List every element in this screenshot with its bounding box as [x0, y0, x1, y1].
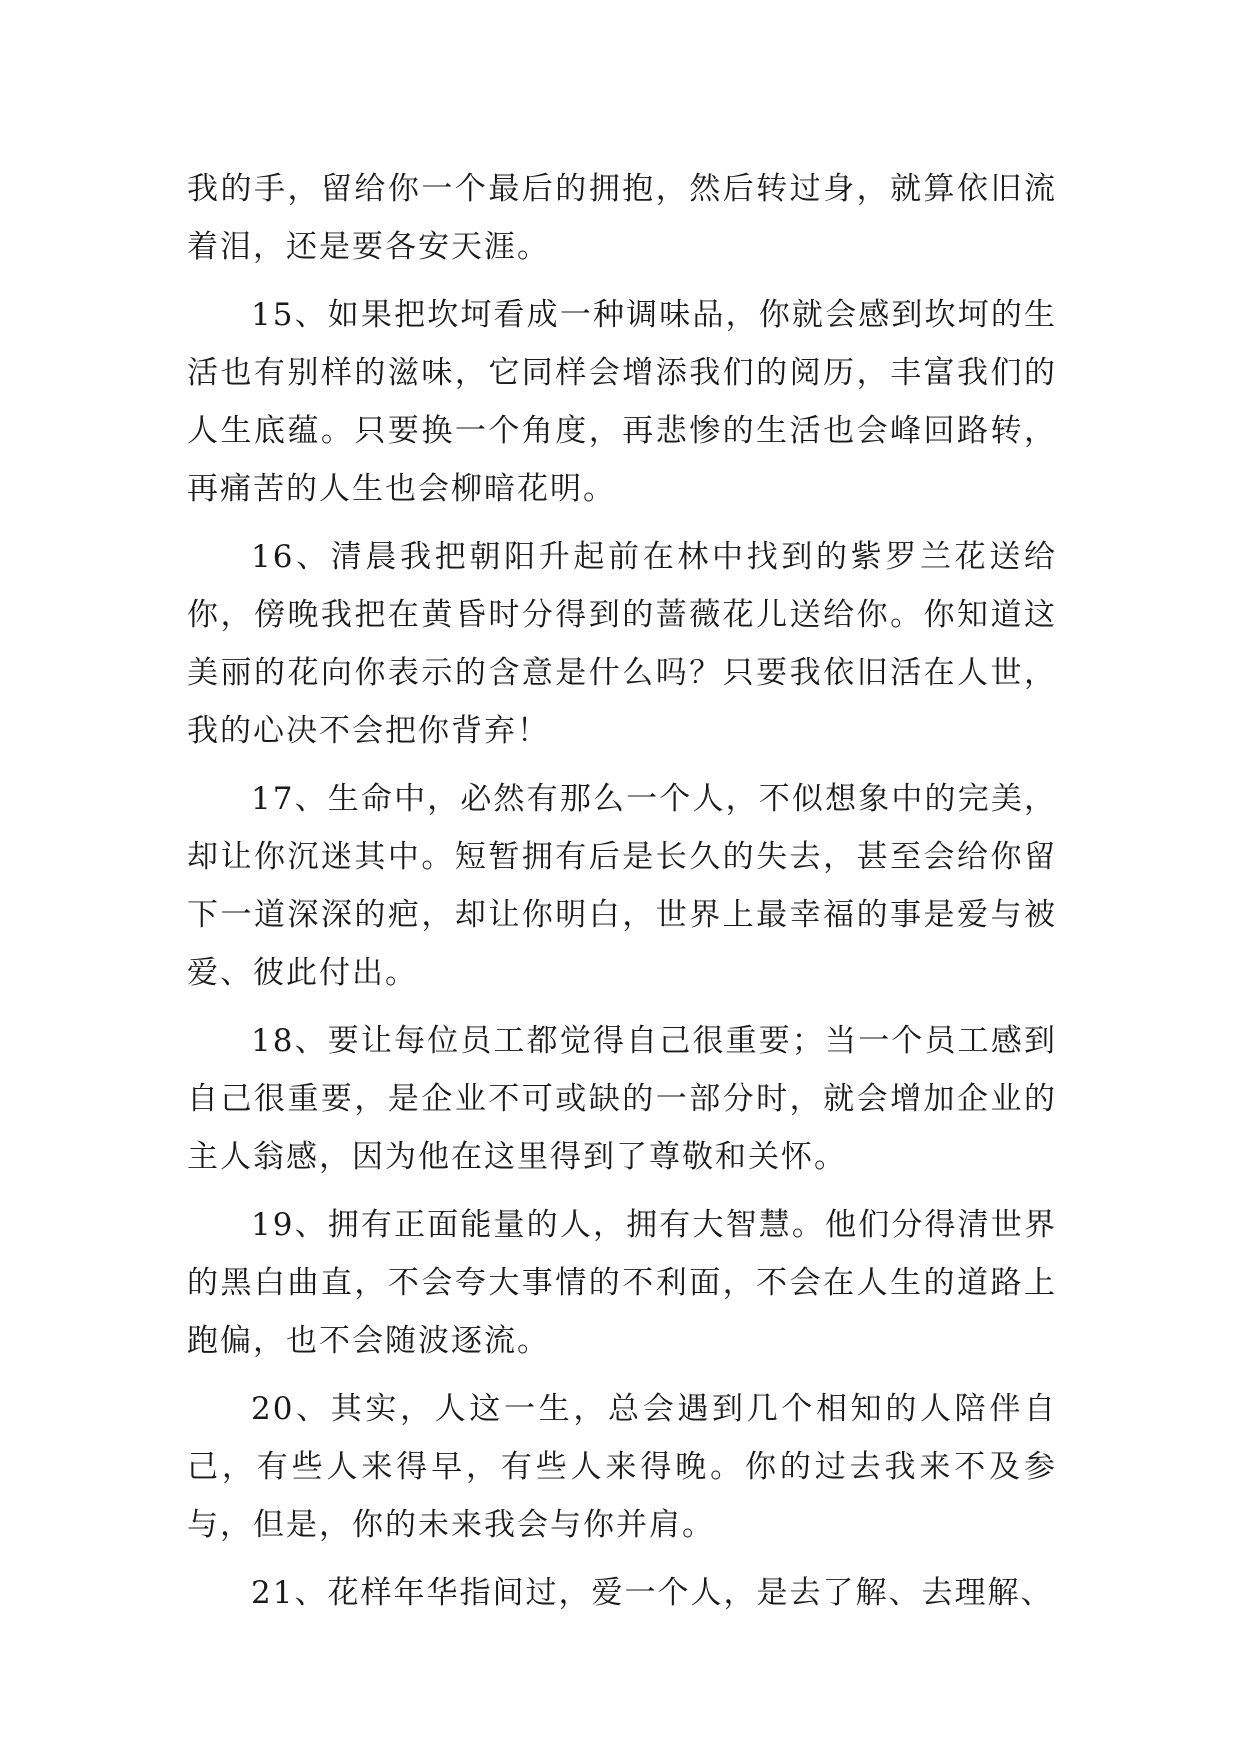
paragraph-continuation: 我的手，留给你一个最后的拥抱，然后转过身，就算依旧流着泪，还是要各安天涯。	[187, 171, 1057, 265]
paragraph-15: 15、如果把坎坷看成一种调味品，你就会感到坎坷的生活也有别样的滋味，它同样会增添我们的阅历，丰富我们的人生底蕴。只要换一个角度，再悲惨的生活也会峰回路转，再痛苦的人生也会柳暗花明。	[187, 297, 1057, 507]
document-body	[187, 160, 1057, 1632]
paragraph-21: 21、花样年华指间过，爱一个人，是去了解、去理解、	[251, 1575, 1054, 1611]
paragraph-16: 16、清晨我把朝阳升起前在林中找到的紫罗兰花送给你，傍晚我把在黄昏时分得到的蔷薇花儿送给你。你知道这美丽的花向你表示的含意是什么吗？只要我依旧活在人世，我的心决不会把你背弃！	[187, 539, 1057, 749]
paragraph-18: 18、要让每位员工都觉得自己很重要；当一个员工感到自己很重要，是企业不可或缺的一部分时，就会增加企业的主人翁感，因为他在这里得到了尊敬和关怀。	[187, 1023, 1057, 1175]
paragraph-20: 20、其实，人这一生，总会遇到几个相知的人陪伴自己，有些人来得早，有些人来得晚。你的过去我来不及参与，但是，你的未来我会与你并肩。	[187, 1391, 1057, 1543]
paragraph-19: 19、拥有正面能量的人，拥有大智慧。他们分得清世界的黑白曲直，不会夸大事情的不利面，不会在人生的道路上跑偏，也不会随波逐流。	[187, 1207, 1057, 1359]
paragraph-17: 17、生命中，必然有那么一个人，不似想象中的完美，却让你沉迷其中。短暂拥有后是长久的失去，甚至会给你留下一道深深的疤，却让你明白，世界上最幸福的事是爱与被爱、彼此付出。	[187, 781, 1057, 991]
